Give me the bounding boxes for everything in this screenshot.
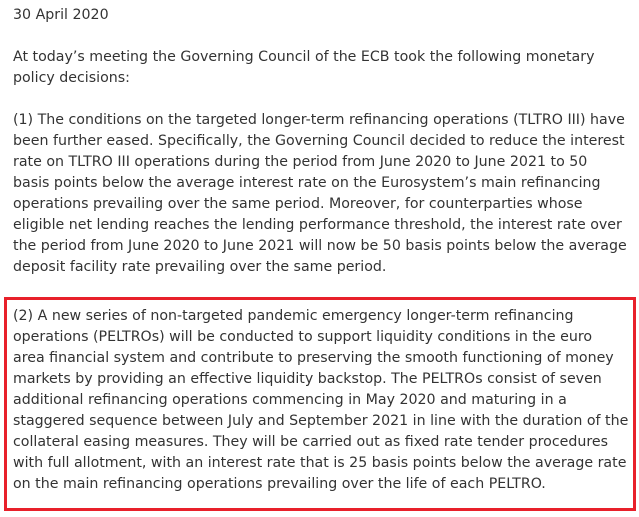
paragraph-line: staggered sequence between July and September 2021 in line with the duration of the — [13, 413, 629, 429]
paragraph-line: operations (PELTROs) will be conducted to support liquidity conditions in the euro — [13, 329, 593, 345]
intro-paragraph — [13, 47, 633, 89]
intro-line: policy decisions: — [13, 70, 130, 86]
paragraph-line: rate on TLTRO III operations during the period from June 2020 to June 2021 to 50 — [13, 154, 588, 170]
paragraph-line: with full allotment, with an interest rate that is 25 basis points below the average rate — [13, 455, 627, 471]
paragraph-line: markets by providing an effective liquidity backstop. The PELTROs consist of seven — [13, 371, 602, 387]
decision-paragraph-1 — [13, 110, 633, 278]
paragraph-line: deposit facility rate prevailing over the same period. — [13, 259, 387, 275]
paragraph-line: the period from June 2020 to June 2021 will now be 50 basis points below the average — [13, 238, 627, 254]
release-date: 30 April 2020 — [13, 7, 109, 23]
paragraph-line: (1) The conditions on the targeted longer-term refinancing operations (TLTRO III) have — [13, 112, 625, 128]
paragraph-line: (2) A new series of non-targeted pandemic emergency longer-term refinancing — [13, 308, 574, 324]
paragraph-line: been further eased. Specifically, the Governing Council decided to reduce the interest — [13, 133, 625, 149]
paragraph-line: operations prevailing over the same period. Moreover, for counterparties whose — [13, 196, 583, 212]
paragraph-line: eligible net lending reaches the lending performance threshold, the interest rate over — [13, 217, 622, 233]
paragraph-line: collateral easing measures. They will be carried out as fixed rate tender procedures — [13, 434, 608, 450]
paragraph-line: area financial system and contribute to preserving the smooth functioning of money — [13, 350, 614, 366]
intro-line: At today’s meeting the Governing Council of the ECB took the following monetary — [13, 49, 595, 65]
paragraph-line: additional refinancing operations commencing in May 2020 and maturing in a — [13, 392, 567, 408]
decision-paragraph-2 — [13, 306, 631, 495]
paragraph-line: on the main refinancing operations prevailing over the life of each PELTRO. — [13, 476, 546, 492]
paragraph-line: basis points below the average interest rate on the Eurosystem’s main refinancing — [13, 175, 601, 191]
